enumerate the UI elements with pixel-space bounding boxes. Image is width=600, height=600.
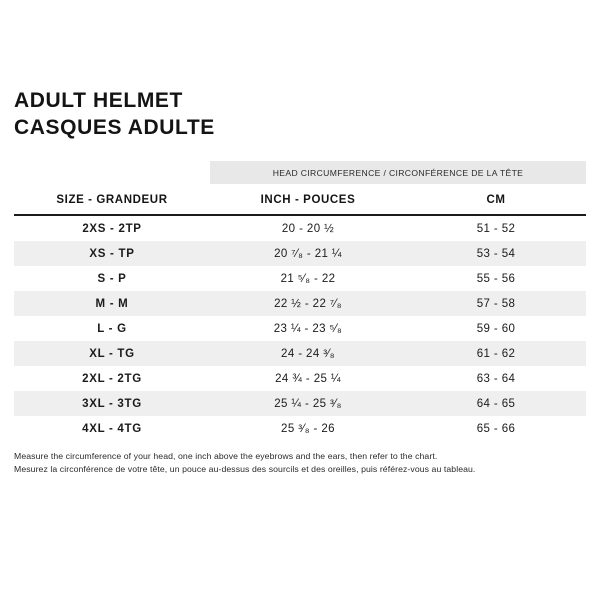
note-french: Mesurez la circonférence de votre tête, un pouce au-dessus des sourcils et des oreilles, puis référez-vous au tableau. [14, 464, 476, 475]
table-row [14, 291, 586, 316]
cell-cm: 65 - 66 [406, 416, 586, 441]
cell-inch: 21 ⁵⁄₈ - 22 [210, 266, 406, 291]
cell-size: 2XL - 2TG [14, 366, 210, 391]
table-row [14, 215, 586, 241]
cell-inch: 25 ³⁄₈ - 26 [210, 416, 406, 441]
cell-inch: 20 - 20 ½ [210, 215, 406, 241]
cell-cm: 57 - 58 [406, 291, 586, 316]
table-row [14, 316, 586, 341]
cell-size: XS - TP [14, 241, 210, 266]
column-header-size: SIZE - GRANDEUR [14, 185, 210, 216]
title-line-french: CASQUES ADULTE [14, 115, 215, 139]
cell-cm: 51 - 52 [406, 215, 586, 241]
cell-size: M - M [14, 291, 210, 316]
cell-size: S - P [14, 266, 210, 291]
cell-inch: 24 - 24 ³⁄₈ [210, 341, 406, 366]
table-row [14, 416, 586, 441]
table-group-header-row [14, 161, 586, 185]
title-line-english: ADULT HELMET [14, 89, 183, 112]
table-body [14, 215, 586, 441]
column-header-cm: CM [406, 185, 586, 216]
cell-size: L - G [14, 316, 210, 341]
cell-cm: 61 - 62 [406, 341, 586, 366]
table-row [14, 366, 586, 391]
table-row [14, 241, 586, 266]
cell-cm: 59 - 60 [406, 316, 586, 341]
cell-inch: 23 ¼ - 23 ⁵⁄₈ [210, 316, 406, 341]
page-title [14, 88, 586, 141]
table-row [14, 341, 586, 366]
cell-inch: 20 ⁷⁄₈ - 21 ¼ [210, 241, 406, 266]
cell-size: 2XS - 2TP [14, 215, 210, 241]
head-circumference-header: HEAD CIRCUMFERENCE / CIRCONFÉRENCE DE LA TÊTE [210, 161, 586, 185]
table-row [14, 391, 586, 416]
note-english: Measure the circumference of your head, one inch above the eyebrows and the ears, then refer to the chart. [14, 451, 438, 462]
cell-inch: 24 ¾ - 25 ¼ [210, 366, 406, 391]
column-header-inch: INCH - POUCES [210, 185, 406, 216]
table-column-header-row [14, 185, 586, 216]
cell-cm: 53 - 54 [406, 241, 586, 266]
size-chart-table [14, 161, 586, 441]
cell-size: 3XL - 3TG [14, 391, 210, 416]
cell-cm: 64 - 65 [406, 391, 586, 416]
cell-size: XL - TG [14, 341, 210, 366]
cell-inch: 22 ½ - 22 ⁷⁄₈ [210, 291, 406, 316]
cell-cm: 55 - 56 [406, 266, 586, 291]
cell-inch: 25 ¼ - 25 ³⁄₈ [210, 391, 406, 416]
cell-cm: 63 - 64 [406, 366, 586, 391]
cell-size: 4XL - 4TG [14, 416, 210, 441]
measurement-notes [14, 450, 586, 476]
group-header-spacer [14, 161, 210, 185]
table-row [14, 266, 586, 291]
